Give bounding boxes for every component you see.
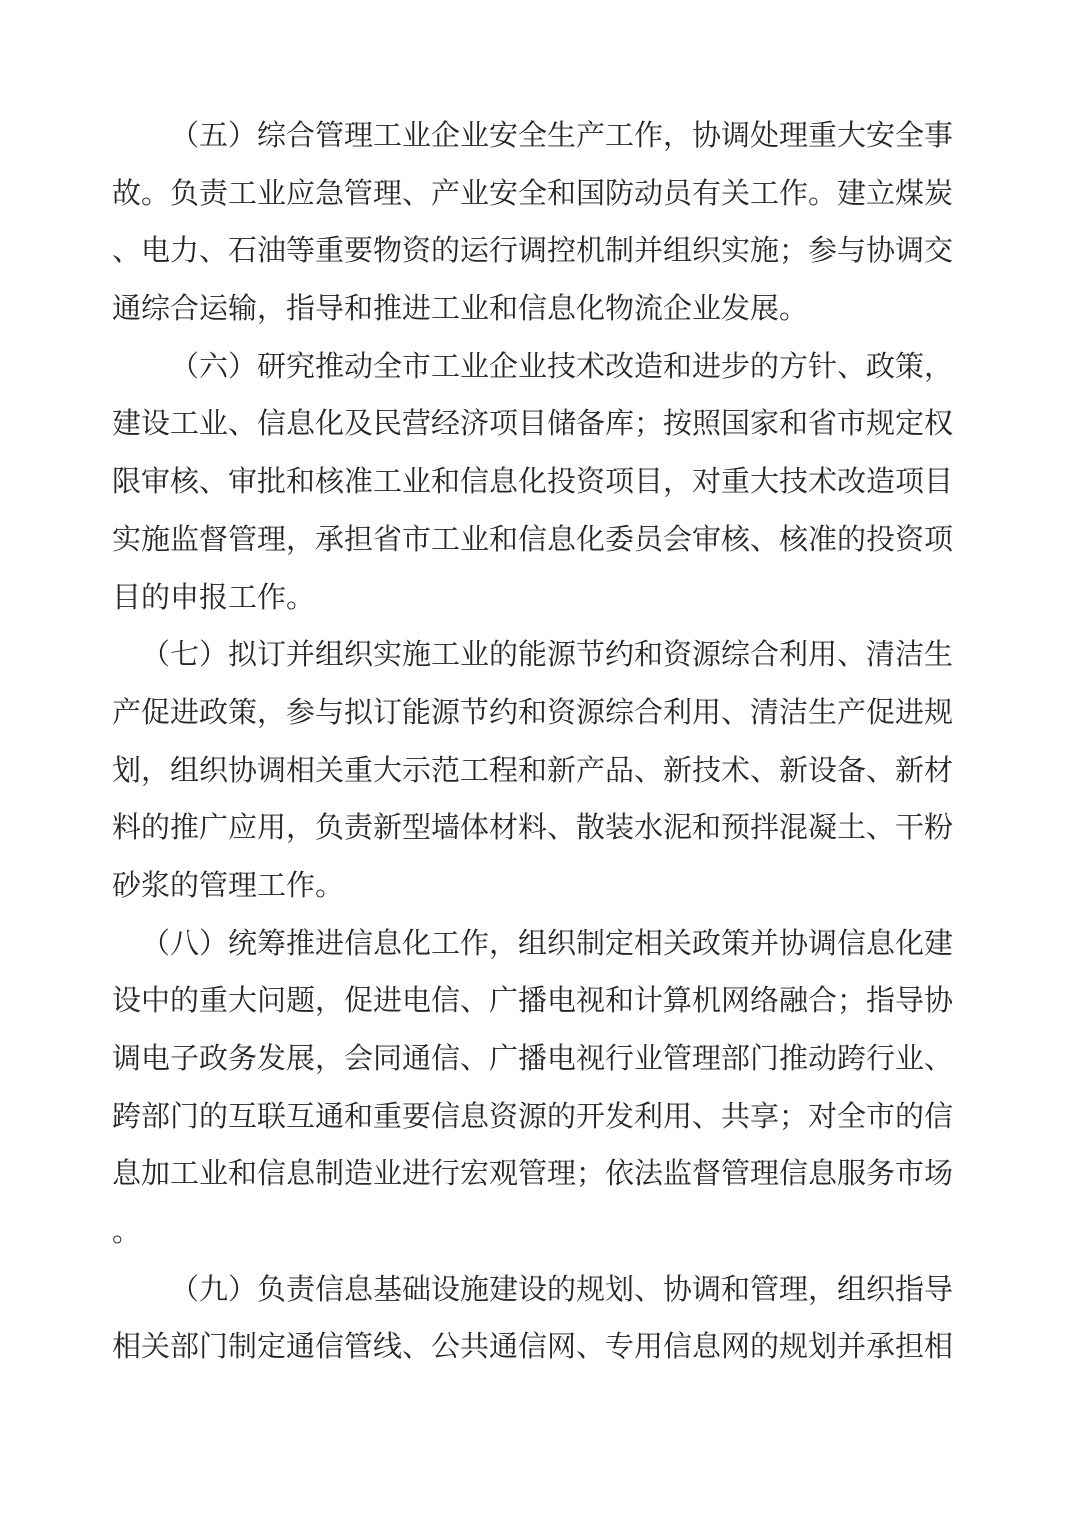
text-line: 调电子政务发展，会同通信、广播电视行业管理部门推动跨行业、 [112, 1043, 954, 1075]
text-line: 跨部门的互联互通和重要信息资源的开发利用、共享；对全市的信 [112, 1100, 954, 1133]
paragraph [112, 916, 962, 1262]
text-line: 、电力、石油等重要物资的运行调控机制并组织实施；参与协调交 [112, 235, 954, 268]
paragraph [112, 1262, 962, 1377]
paragraph [112, 339, 962, 627]
text-line: 息加工业和信息制造业进行宏观管理；依法监督管理信息服务市场 [112, 1158, 954, 1191]
paragraph-first-line: （六）研究推动全市工业企业技术改造和进步的方针、政策， [170, 350, 954, 383]
text-line: 砂浆的管理工作。 [112, 869, 345, 902]
text-line: 产促进政策，参与拟订能源节约和资源综合利用、清洁生产促进规 [112, 696, 954, 729]
text-line: 建设工业、信息化及民营经济项目储备库；按照国家和省市规定权 [112, 408, 954, 441]
text-line: 故。负责工业应急管理、产业安全和国防动员有关工作。建立煤炭 [112, 177, 954, 210]
text-line: 实施监督管理，承担省市工业和信息化委员会审核、核准的投资项 [112, 523, 954, 556]
paragraph [112, 108, 962, 339]
text-line: 设中的重大问题，促进电信、广播电视和计算机网络融合；指导协 [112, 985, 954, 1018]
paragraph-first-line: （五）综合管理工业企业安全生产工作，协调处理重大安全事 [170, 120, 954, 152]
text-line: 限审核、审批和核准工业和信息化投资项目，对重大技术改造项目 [112, 466, 954, 499]
text-line: 目的申报工作。 [112, 581, 316, 614]
text-line: 料的推广应用，负责新型墙体材料、散装水泥和预拌混凝土、干粉 [112, 812, 954, 845]
text-line: 相关部门制定通信管线、公共通信网、专用信息网的规划并承担相 [112, 1331, 954, 1364]
paragraph-first-line: （九）负责信息基础设施建设的规划、协调和管理，组织指导 [170, 1273, 954, 1306]
text-line: 通综合运输，指导和推进工业和信息化物流企业发展。 [112, 293, 809, 326]
paragraph-first-line: （七）拟订并组织实施工业的能源节约和资源综合利用、清洁生 [141, 639, 954, 672]
text-line: 划，组织协调相关重大示范工程和新产品、新技术、新设备、新材 [112, 754, 954, 787]
document-text-block [112, 108, 962, 1377]
paragraph [112, 627, 962, 915]
paragraph-first-line: （八）统筹推进信息化工作，组织制定相关政策并协调信息化建 [141, 927, 954, 960]
text-line: 。 [112, 1216, 142, 1249]
